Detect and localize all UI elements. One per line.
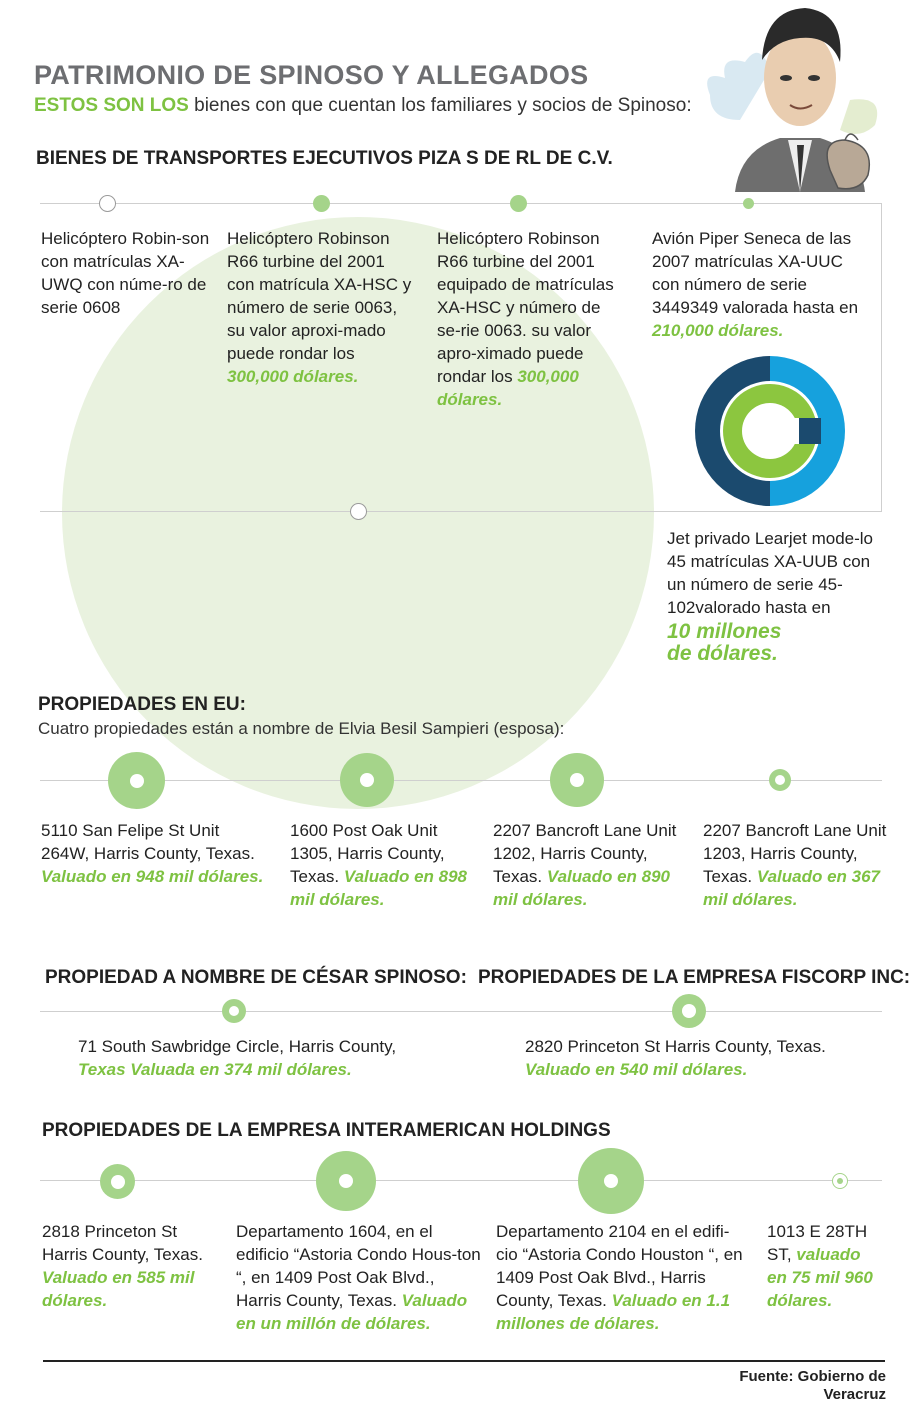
transport-item: Avión Piper Seneca de las 2007 matrículas XA-UUC con número de serie 3449349 valorada hasta en 210,000 dólares.: [652, 229, 859, 340]
transport-item: Helicóptero Robinson R66 turbine del 2001 equipado de matrículas XA-HSC y número de se-rie 0063. su valor apro-ximado puede rondar los 300,000 dólares.: [437, 229, 614, 409]
interamerican-property: 1013 E 28TH ST, valuado en 75 mil 960 dólares.: [767, 1222, 873, 1310]
property-marker-center: [837, 1178, 843, 1184]
property-marker: [340, 753, 394, 807]
timeline-marker: [313, 195, 330, 212]
property-value: Valuado en 948 mil dólares.: [41, 867, 264, 886]
interamerican-heading: PROPIEDADES DE LA EMPRESA INTERAMERICAN HOLDINGS: [42, 1120, 611, 1141]
timeline-marker: [99, 195, 116, 212]
property-marker: [578, 1148, 644, 1214]
eu-property: 5110 San Felipe St Unit 264W, Harris County, Texas. Valuado en 948 mil dólares.: [41, 821, 264, 886]
transport-value: 10 millones: [667, 620, 782, 643]
property-value: valuado en 75 mil 960 dólares.: [767, 1245, 873, 1310]
transportes-heading: BIENES DE TRANSPORTES EJECUTIVOS PIZA S DE RL DE C.V.: [36, 148, 613, 169]
timeline-line: [40, 203, 882, 204]
property-value: Valuado en 1.1 millones de dólares.: [496, 1291, 731, 1333]
interamerican-property: Departamento 1604, en el edificio “Astoria Condo Hous-ton “, en 1409 Post Oak Blvd., Harris County, Texas. Valuado en un millón de dólares.: [236, 1222, 481, 1333]
transport-item: Jet privado Learjet mode-lo 45 matrículas XA-UUB con un número de serie 45-102valorado hasta en 10 millones de dólares.: [667, 527, 882, 665]
eu-property: 2207 Bancroft Lane Unit 1202, Harris County, Texas. Valuado en 890 mil dólares.: [493, 821, 677, 909]
transport-item: Helicóptero Robinson R66 turbine del 2001 con matrícula XA-HSC y número de serie 0063, su valor aproxi-mado puede rondar los 300,000 dólares.: [227, 229, 412, 386]
property-value: Valuado en 585 mil dólares.: [42, 1268, 195, 1310]
property-marker: [100, 1164, 135, 1199]
timeline-line: [40, 511, 882, 512]
property-value: Texas Valuada en 374 mil dólares.: [78, 1060, 352, 1079]
fiscorp-property: 2820 Princeton St Harris County, Texas. Valuado en 540 mil dólares.: [525, 1035, 885, 1081]
timeline-marker: [743, 198, 754, 209]
transport-value: 300,000 dólares.: [227, 367, 359, 386]
transport-value: 300,000 dólares.: [437, 367, 579, 409]
timeline-connector: [881, 203, 882, 511]
transport-value: 210,000 dólares.: [652, 321, 784, 340]
transport-value: de dólares.: [667, 642, 778, 665]
spinoso-portrait-illustration: [700, 0, 890, 192]
transport-item: Helicóptero Robin-son con matrículas XA-UWQ con núme-ro de serie 0608: [41, 229, 210, 317]
property-value: Valuado en un millón de dólares.: [236, 1291, 468, 1333]
source-credit: Fuente: Gobierno de Veracruz: [739, 1368, 886, 1403]
interamerican-property: Departamento 2104 en el edifi-cio “Astoria Condo Houston “, en 1409 Post Oak Blvd., Harris County, Texas. Valuado en 1.1 millones de dólares.: [496, 1222, 743, 1333]
fiscorp-heading: PROPIEDADES DE LA EMPRESA FISCORP INC:: [478, 967, 911, 988]
property-marker: [108, 752, 165, 809]
property-marker: [222, 999, 246, 1023]
property-value: Valuado en 898 mil dólares.: [290, 867, 468, 909]
timeline-line: [40, 780, 882, 781]
cesar-property: 71 South Sawbridge Circle, Harris County, Texas Valuada en 374 mil dólares.: [78, 1035, 438, 1081]
eu-note: Cuatro propiedades están a nombre de Elvia Besil Sampieri (esposa):: [38, 719, 565, 738]
interamerican-property: 2818 Princeton St Harris County, Texas. Valuado en 585 mil dólares.: [42, 1222, 203, 1310]
cesar-heading: PROPIEDAD A NOMBRE DE CÉSAR SPINOSO:: [45, 967, 467, 988]
property-marker: [672, 994, 706, 1028]
timeline-marker: [350, 503, 367, 520]
eu-heading: PROPIEDADES EN EU:: [38, 694, 246, 715]
eu-property: 1600 Post Oak Unit 1305, Harris County, Texas. Valuado en 898 mil dólares.: [290, 821, 468, 909]
company-logo: [695, 356, 845, 506]
property-marker: [550, 753, 604, 807]
property-marker: [316, 1151, 376, 1211]
page-title: PATRIMONIO DE SPINOSO Y ALLEGADOS: [34, 60, 589, 90]
page-subtitle: [34, 95, 692, 117]
property-marker: [769, 769, 791, 791]
property-value: Valuado en 540 mil dólares.: [525, 1060, 748, 1079]
timeline-marker: [510, 195, 527, 212]
footer-divider: [43, 1360, 885, 1362]
timeline-line: [40, 1011, 882, 1012]
subtitle-lead: ESTOS SON LOS: [34, 95, 189, 116]
property-value: Valuado en 367 mil dólares.: [703, 867, 881, 909]
eu-property: 2207 Bancroft Lane Unit 1203, Harris County, Texas. Valuado en 367 mil dólares.: [703, 821, 887, 909]
timeline-line: [40, 1180, 882, 1181]
property-value: Valuado en 890 mil dólares.: [493, 867, 671, 909]
subtitle-text: bienes con que cuentan los familiares y socios de Spinoso:: [188, 95, 692, 116]
